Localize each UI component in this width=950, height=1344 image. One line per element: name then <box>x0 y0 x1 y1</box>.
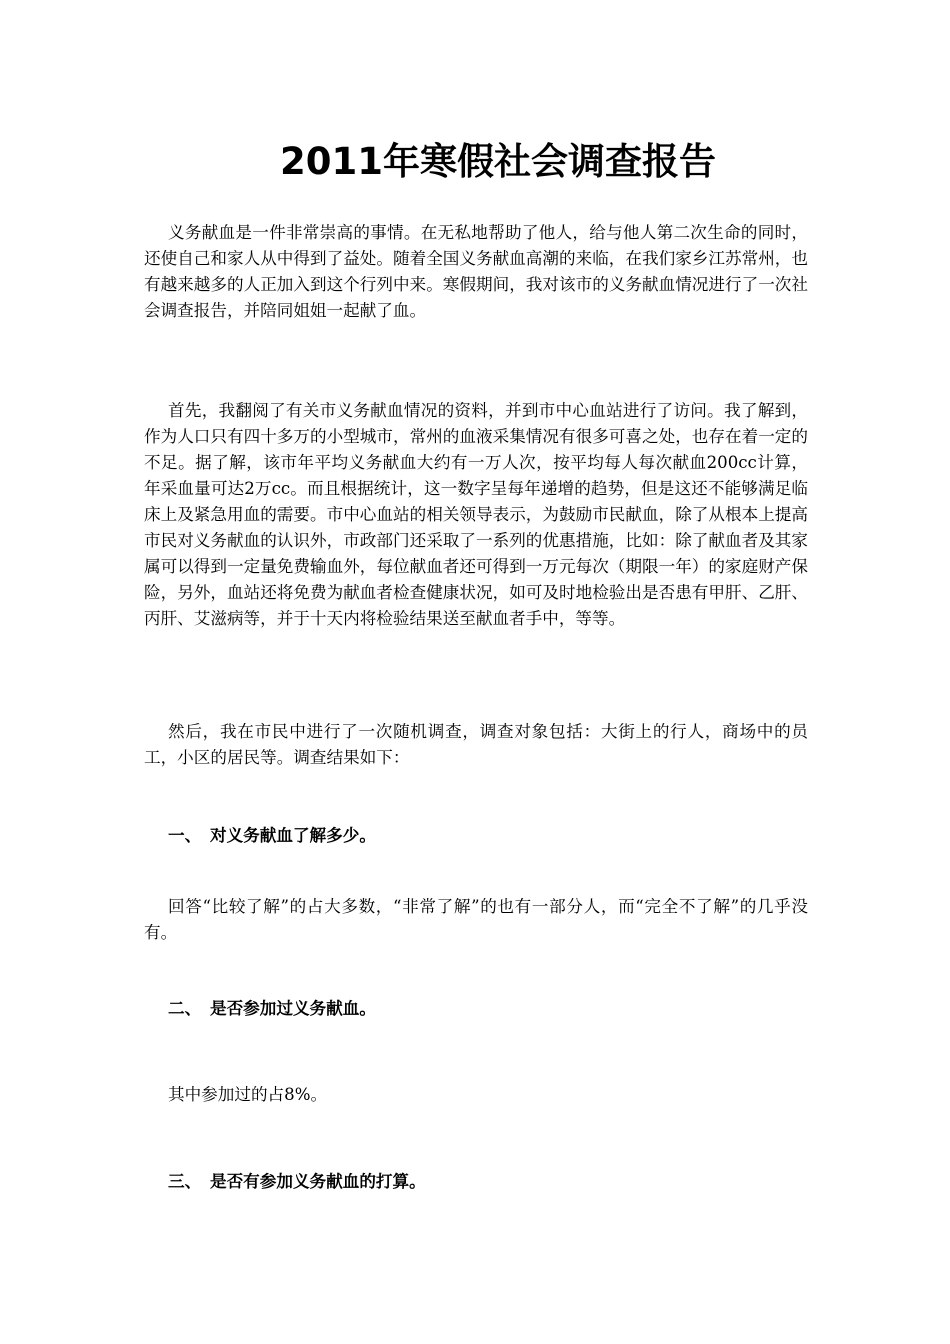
section-number: 三、 <box>168 1171 202 1191</box>
section-heading-text: 是否参加过义务献血。 <box>210 998 376 1018</box>
section-heading-1 <box>168 822 376 848</box>
intro-paragraph: 义务献血是一件非常崇高的事情。在无私地帮助了他人，给与他人第二次生命的同时，还使自己和家人从中得到了益处。随着全国义务献血高潮的来临，在我们家乡江苏常州，也有越来越多的人正加入到这个行列中来。寒假期间，我对该市的义务献血情况进行了一次社会调查报告，并陪同姐姐一起献了血。 <box>144 223 808 320</box>
section-heading-text: 是否有参加义务献血的打算。 <box>210 1171 426 1191</box>
section-number: 二、 <box>168 998 202 1018</box>
answer-paragraph-1: 回答“比较了解”的占大多数，“非常了解”的也有一部分人，而“完全不了解”的几乎没有。 <box>144 897 808 942</box>
section-number: 一、 <box>168 825 202 845</box>
section-heading-3 <box>168 1168 426 1194</box>
section-heading-2 <box>168 995 376 1021</box>
survey-paragraph: 然后，我在市民中进行了一次随机调查，调查对象包括：大街上的行人，商场中的员工，小区的居民等。调查结果如下： <box>144 722 808 767</box>
report-title: 2011年寒假社会调查报告 <box>280 140 716 183</box>
section-heading-text: 对义务献血了解多少。 <box>210 825 376 845</box>
research-paragraph: 首先，我翻阅了有关市义务献血情况的资料，并到市中心血站进行了访问。我了解到，作为人口只有四十多万的小型城市，常州的血液采集情况有很多可喜之处，也存在着一定的不足。据了解，该市年平均义务献血大约有一万人次，按平均每人每次献血200cc计算，年采血量可达2万cc。而且根据统计，这一数字呈每年递增的趋势，但是这还不能够满足临床上及紧急用血的需要。市中心血站的相关领导表示，为鼓励市民献血，除了从根本上提高市民对义务献血的认识外，市政部门还采取了一系列的优惠措施，比如：除了献血者及其家属可以得到一定量免费输血外，每位献血者还可得到一万元每次（期限一年）的家庭财产保险，另外，血站还将免费为献血者检查健康状况，如可及时地检验出是否患有甲肝、乙肝、丙肝、艾滋病等，并于十天内将检验结果送至献血者手中，等等。 <box>144 401 808 628</box>
answer-paragraph-2: 其中参加过的占8%。 <box>168 1085 328 1104</box>
